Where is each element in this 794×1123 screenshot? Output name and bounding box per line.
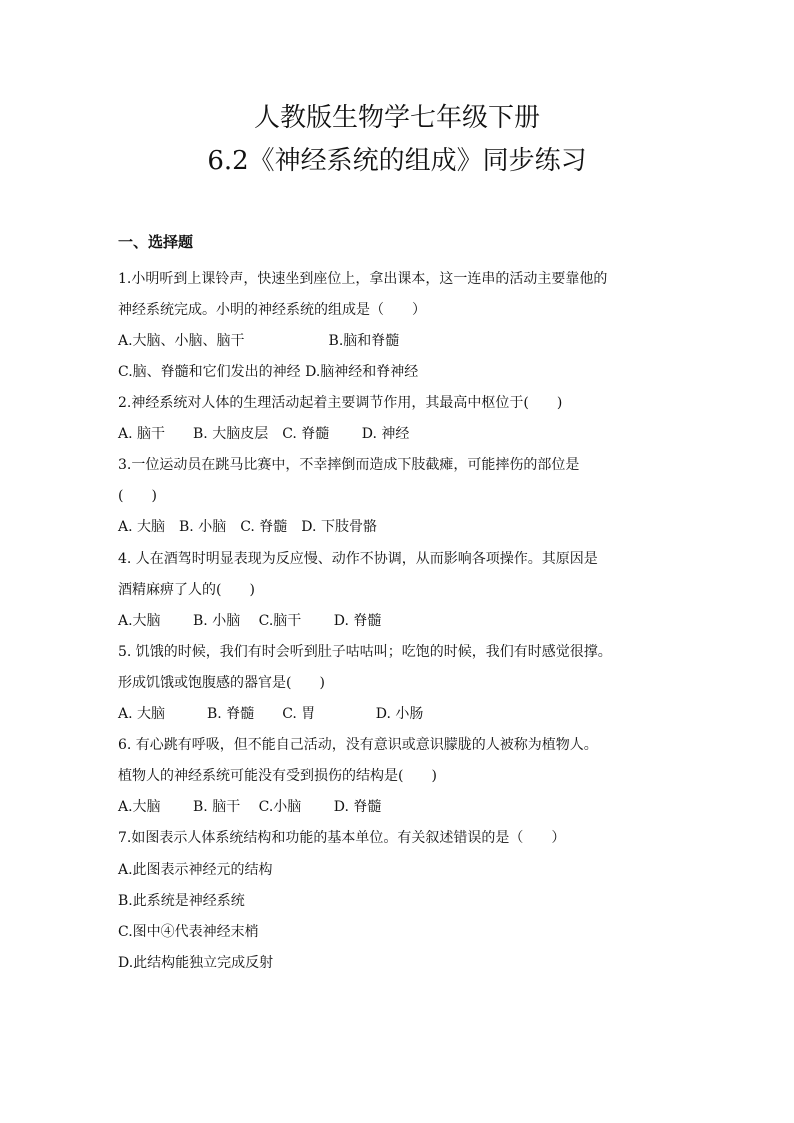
option-line: B.此系统是神经系统: [118, 893, 245, 909]
title-line-1: 人教版生物学七年级下册: [253, 103, 540, 133]
question-text-line: 1.小明听到上课铃声，快速坐到座位上，拿出课本，这一连串的活动主要靠他的: [118, 271, 608, 287]
question-text-line: 形成饥饿或饱腹感的器官是( ): [118, 675, 325, 691]
option-line: D.此结构能独立完成反射: [118, 955, 274, 971]
question-text-line: 7.如图表示人体系统结构和功能的基本单位。有关叙述错误的是（ ）: [118, 830, 566, 846]
option-line: C.脑、脊髓和它们发出的神经 D.脑神经和脊神经: [118, 364, 419, 380]
option-line: C.图中④代表神经末梢: [118, 924, 259, 940]
question-text-line: 3.一位运动员在跳马比赛中，不幸摔倒而造成下肢截瘫，可能摔伤的部位是: [118, 457, 580, 473]
question-text-line: 4. 人在酒驾时明显表现为反应慢、动作不协调，从而影响各项操作。其原因是: [118, 551, 598, 567]
section-heading: 一、选择题: [118, 233, 194, 251]
question-text-line: 植物人的神经系统可能没有受到损伤的结构是( ): [118, 768, 437, 784]
option-line: A.此图表示神经元的结构: [118, 862, 273, 878]
question-text-line: 酒精麻痹了人的( ): [118, 582, 255, 598]
question-text-line: ( ): [118, 488, 157, 504]
question-text-line: 6. 有心跳有呼吸，但不能自己活动，没有意识或意识朦胧的人被称为植物人。: [118, 737, 598, 753]
option-line: A. 大脑 B. 脊髓 C. 胃 D. 小肠: [118, 706, 424, 722]
option-line: A.大脑、小脑、脑干 B.脑和脊髓: [118, 333, 400, 349]
option-line: A. 脑干 B. 大脑皮层 C. 脊髓 D. 神经: [118, 426, 410, 442]
question-text-line: 神经系统完成。小明的神经系统的组成是（ ）: [118, 302, 426, 318]
question-text-line: 5. 饥饿的时候，我们有时会听到肚子咕咕叫；吃饱的时候，我们有时感觉很撑。: [118, 644, 612, 660]
option-line: A. 大脑 B. 小脑 C. 脊髓 D. 下肢骨骼: [118, 519, 377, 535]
title-line-2: 6.2《神经系统的组成》同步练习: [207, 146, 587, 176]
question-text-line: 2.神经系统对人体的生理活动起着主要调节作用，其最高中枢位于( ): [118, 395, 563, 411]
option-line: A.大脑 B. 小脑 C.脑干 D. 脊髓: [118, 613, 382, 629]
option-line: A.大脑 B. 脑干 C.小脑 D. 脊髓: [118, 799, 382, 815]
